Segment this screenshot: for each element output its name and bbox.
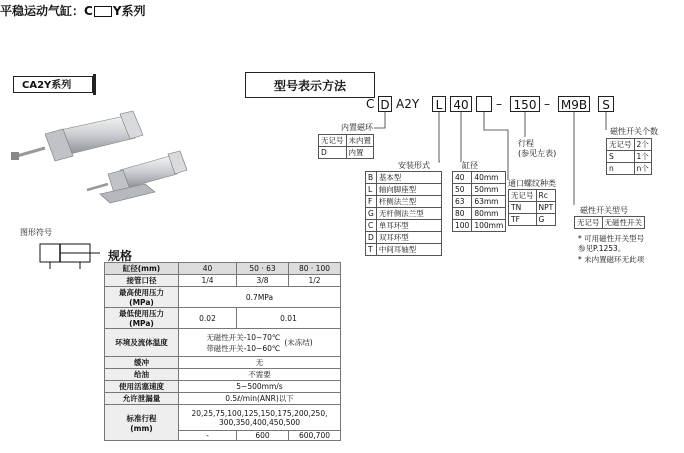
bore-row bbox=[453, 184, 506, 196]
cell: L bbox=[366, 184, 377, 196]
cell: 80mm bbox=[472, 208, 506, 220]
switch-type-title: 磁性开关型号 bbox=[580, 206, 628, 215]
spec-cell: 0.02 bbox=[179, 308, 237, 329]
spec-row-speed bbox=[105, 381, 341, 393]
stroke-line-1: 20,25,75,100,125,150,175,200,250, bbox=[191, 408, 328, 418]
spec-key: 环境及流体温度 bbox=[105, 329, 179, 357]
code-dash-1: – bbox=[496, 97, 502, 111]
spec-cell: 3/8 bbox=[237, 275, 289, 287]
mount-title: 安装形式 bbox=[398, 161, 430, 170]
stroke-title: 行程 bbox=[518, 139, 534, 148]
spec-title: 规格 bbox=[108, 249, 133, 263]
bore-row bbox=[453, 196, 506, 208]
cell: 基本型 bbox=[376, 172, 441, 184]
switch-type-row bbox=[575, 217, 645, 229]
spec-row-bore bbox=[105, 263, 341, 275]
bore-row bbox=[453, 220, 506, 232]
cell: 100mm bbox=[472, 220, 506, 232]
series-label: CA2Y系列 bbox=[13, 76, 93, 93]
spec-row-lube bbox=[105, 369, 341, 381]
switch-count-table bbox=[606, 138, 652, 175]
cell: 单耳环型 bbox=[376, 220, 441, 232]
spec-cell: 1/4 bbox=[179, 275, 237, 287]
thread-row bbox=[509, 214, 556, 226]
switch-count-row bbox=[607, 163, 652, 175]
code-a2y: A2Y bbox=[396, 97, 420, 111]
mount-row bbox=[366, 208, 442, 220]
cell: 100 bbox=[453, 220, 472, 232]
switch-type-table bbox=[574, 216, 645, 229]
bore-title: 缸径 bbox=[462, 161, 478, 170]
switch-count-row bbox=[607, 151, 652, 163]
cell: TN bbox=[509, 202, 537, 214]
spec-key bbox=[105, 405, 179, 441]
spec-row-cushion bbox=[105, 357, 341, 369]
cell: 中间耳轴型 bbox=[376, 244, 441, 256]
spec-cell: 5~500mm/s bbox=[179, 381, 341, 393]
mount-table bbox=[365, 171, 442, 256]
cell: 63 bbox=[453, 196, 472, 208]
switch-note-3: * 未内置磁环无此项 bbox=[578, 255, 645, 264]
stroke-sub: (参见左表) bbox=[518, 149, 557, 158]
spec-cell: 80 · 100 bbox=[289, 263, 341, 275]
magnet-row bbox=[319, 147, 374, 159]
spec-cell: 0.7MPa bbox=[179, 287, 341, 308]
cell: NPT bbox=[536, 202, 556, 214]
thread-row bbox=[509, 190, 556, 202]
code-dash-2: – bbox=[544, 97, 550, 111]
spec-cell bbox=[179, 405, 341, 431]
bore-table bbox=[452, 171, 506, 232]
code-switch-box: M9B bbox=[558, 96, 590, 112]
cell: T bbox=[366, 244, 377, 256]
cell: S bbox=[607, 151, 635, 163]
header-prefix: 平稳运动气缸：C bbox=[0, 4, 93, 18]
code-c: C bbox=[366, 97, 375, 111]
cell: 内置 bbox=[346, 147, 374, 159]
magnet-table bbox=[318, 134, 374, 159]
spec-cell: 600 bbox=[237, 431, 289, 441]
spec-row-leak bbox=[105, 393, 341, 405]
code-d-box: D bbox=[378, 96, 392, 112]
magnet-title: 内置磁环 bbox=[341, 123, 373, 132]
cell: 双耳环型 bbox=[376, 232, 441, 244]
mount-row bbox=[366, 184, 442, 196]
spec-cell: 40 bbox=[179, 263, 237, 275]
spec-table bbox=[104, 262, 341, 441]
cell: 2个 bbox=[634, 139, 651, 151]
cell: D bbox=[366, 232, 377, 244]
cell: 40mm bbox=[472, 172, 506, 184]
cell: 杆侧法兰型 bbox=[376, 196, 441, 208]
symbol-label: 图形符号 bbox=[20, 228, 52, 237]
stroke-line-2: 300,350,400,450,500 bbox=[218, 417, 301, 427]
spec-cell: 不需要 bbox=[179, 369, 341, 381]
mount-row bbox=[366, 196, 442, 208]
spec-key: 给油 bbox=[105, 369, 179, 381]
section-title: 型号表示方法 bbox=[245, 72, 375, 98]
spec-cell: 无 bbox=[179, 357, 341, 369]
cell: 无记号 bbox=[319, 135, 347, 147]
env-note: (未冻结) bbox=[284, 338, 313, 347]
spec-cell: 50 · 63 bbox=[237, 263, 289, 275]
header-suffix: Y系列 bbox=[112, 4, 146, 18]
spec-row-minp bbox=[105, 308, 341, 329]
cell: 无磁性开关 bbox=[602, 217, 645, 229]
thread-title: 通口螺纹种类 bbox=[508, 179, 556, 188]
spec-key: 缸径(mm) bbox=[105, 263, 179, 275]
spec-cell: 0.5ℓ/min(ANR)以下 bbox=[179, 393, 341, 405]
mount-row bbox=[366, 244, 442, 256]
spec-key: 缓冲 bbox=[105, 357, 179, 369]
code-stroke-box: 150 bbox=[510, 96, 540, 112]
cell: 无记号 bbox=[607, 139, 635, 151]
cell: D bbox=[319, 147, 347, 159]
cell: n bbox=[607, 163, 635, 175]
spec-row-maxp bbox=[105, 287, 341, 308]
spec-cell: - bbox=[179, 431, 237, 441]
cell: 40 bbox=[453, 172, 472, 184]
bore-row bbox=[453, 208, 506, 220]
cell: 50mm bbox=[472, 184, 506, 196]
spec-row-port bbox=[105, 275, 341, 287]
spec-cell: 1/2 bbox=[289, 275, 341, 287]
env-line-1: 无磁性开关-10~70℃ bbox=[206, 332, 281, 342]
cell: 无记号 bbox=[575, 217, 603, 229]
bore-row bbox=[453, 172, 506, 184]
cell: 80 bbox=[453, 208, 472, 220]
spec-row-env bbox=[105, 329, 341, 357]
cell: 50 bbox=[453, 184, 472, 196]
switch-count-row bbox=[607, 139, 652, 151]
mount-row bbox=[366, 220, 442, 232]
spec-row-stroke bbox=[105, 405, 341, 431]
spec-key: 最低使用压力(MPa) bbox=[105, 308, 179, 329]
spec-key: 接管口径 bbox=[105, 275, 179, 287]
thread-row bbox=[509, 202, 556, 214]
switch-note-2: 参见P.1253。 bbox=[578, 244, 626, 253]
spec-key: 允许泄漏量 bbox=[105, 393, 179, 405]
spec-cell: 0.01 bbox=[237, 308, 341, 329]
cell: 轴向脚座型 bbox=[376, 184, 441, 196]
env-line-2: 带磁性开关-10~60℃ bbox=[206, 343, 281, 353]
thread-table bbox=[508, 189, 556, 226]
code-bore-box: 40 bbox=[450, 96, 472, 112]
code-l-box: L bbox=[432, 96, 446, 112]
switch-note-1: * 可用磁性开关型号 bbox=[578, 234, 645, 243]
cell: G bbox=[366, 208, 377, 220]
cell: 1个 bbox=[634, 151, 651, 163]
cell: TF bbox=[509, 214, 537, 226]
cell: Rc bbox=[536, 190, 556, 202]
mount-row bbox=[366, 172, 442, 184]
magnet-row bbox=[319, 135, 374, 147]
cell: B bbox=[366, 172, 377, 184]
cell: C bbox=[366, 220, 377, 232]
cell: 63mm bbox=[472, 196, 506, 208]
spec-cell bbox=[179, 329, 341, 357]
cell: 无记号 bbox=[509, 190, 537, 202]
spec-key: 使用活塞速度 bbox=[105, 381, 179, 393]
cell: 无杆侧法兰型 bbox=[376, 208, 441, 220]
cell: n个 bbox=[634, 163, 651, 175]
cell: G bbox=[536, 214, 556, 226]
spec-cell: 600,700 bbox=[289, 431, 341, 441]
stroke-label: 标准行程 bbox=[126, 413, 157, 423]
mount-row bbox=[366, 232, 442, 244]
cell: F bbox=[366, 196, 377, 208]
code-count-box: S bbox=[598, 96, 614, 112]
switch-count-title: 磁性开关个数 bbox=[610, 127, 658, 136]
stroke-unit: (mm) bbox=[130, 423, 153, 433]
cell: 未内置 bbox=[346, 135, 374, 147]
spec-key: 最高使用压力(MPa) bbox=[105, 287, 179, 308]
